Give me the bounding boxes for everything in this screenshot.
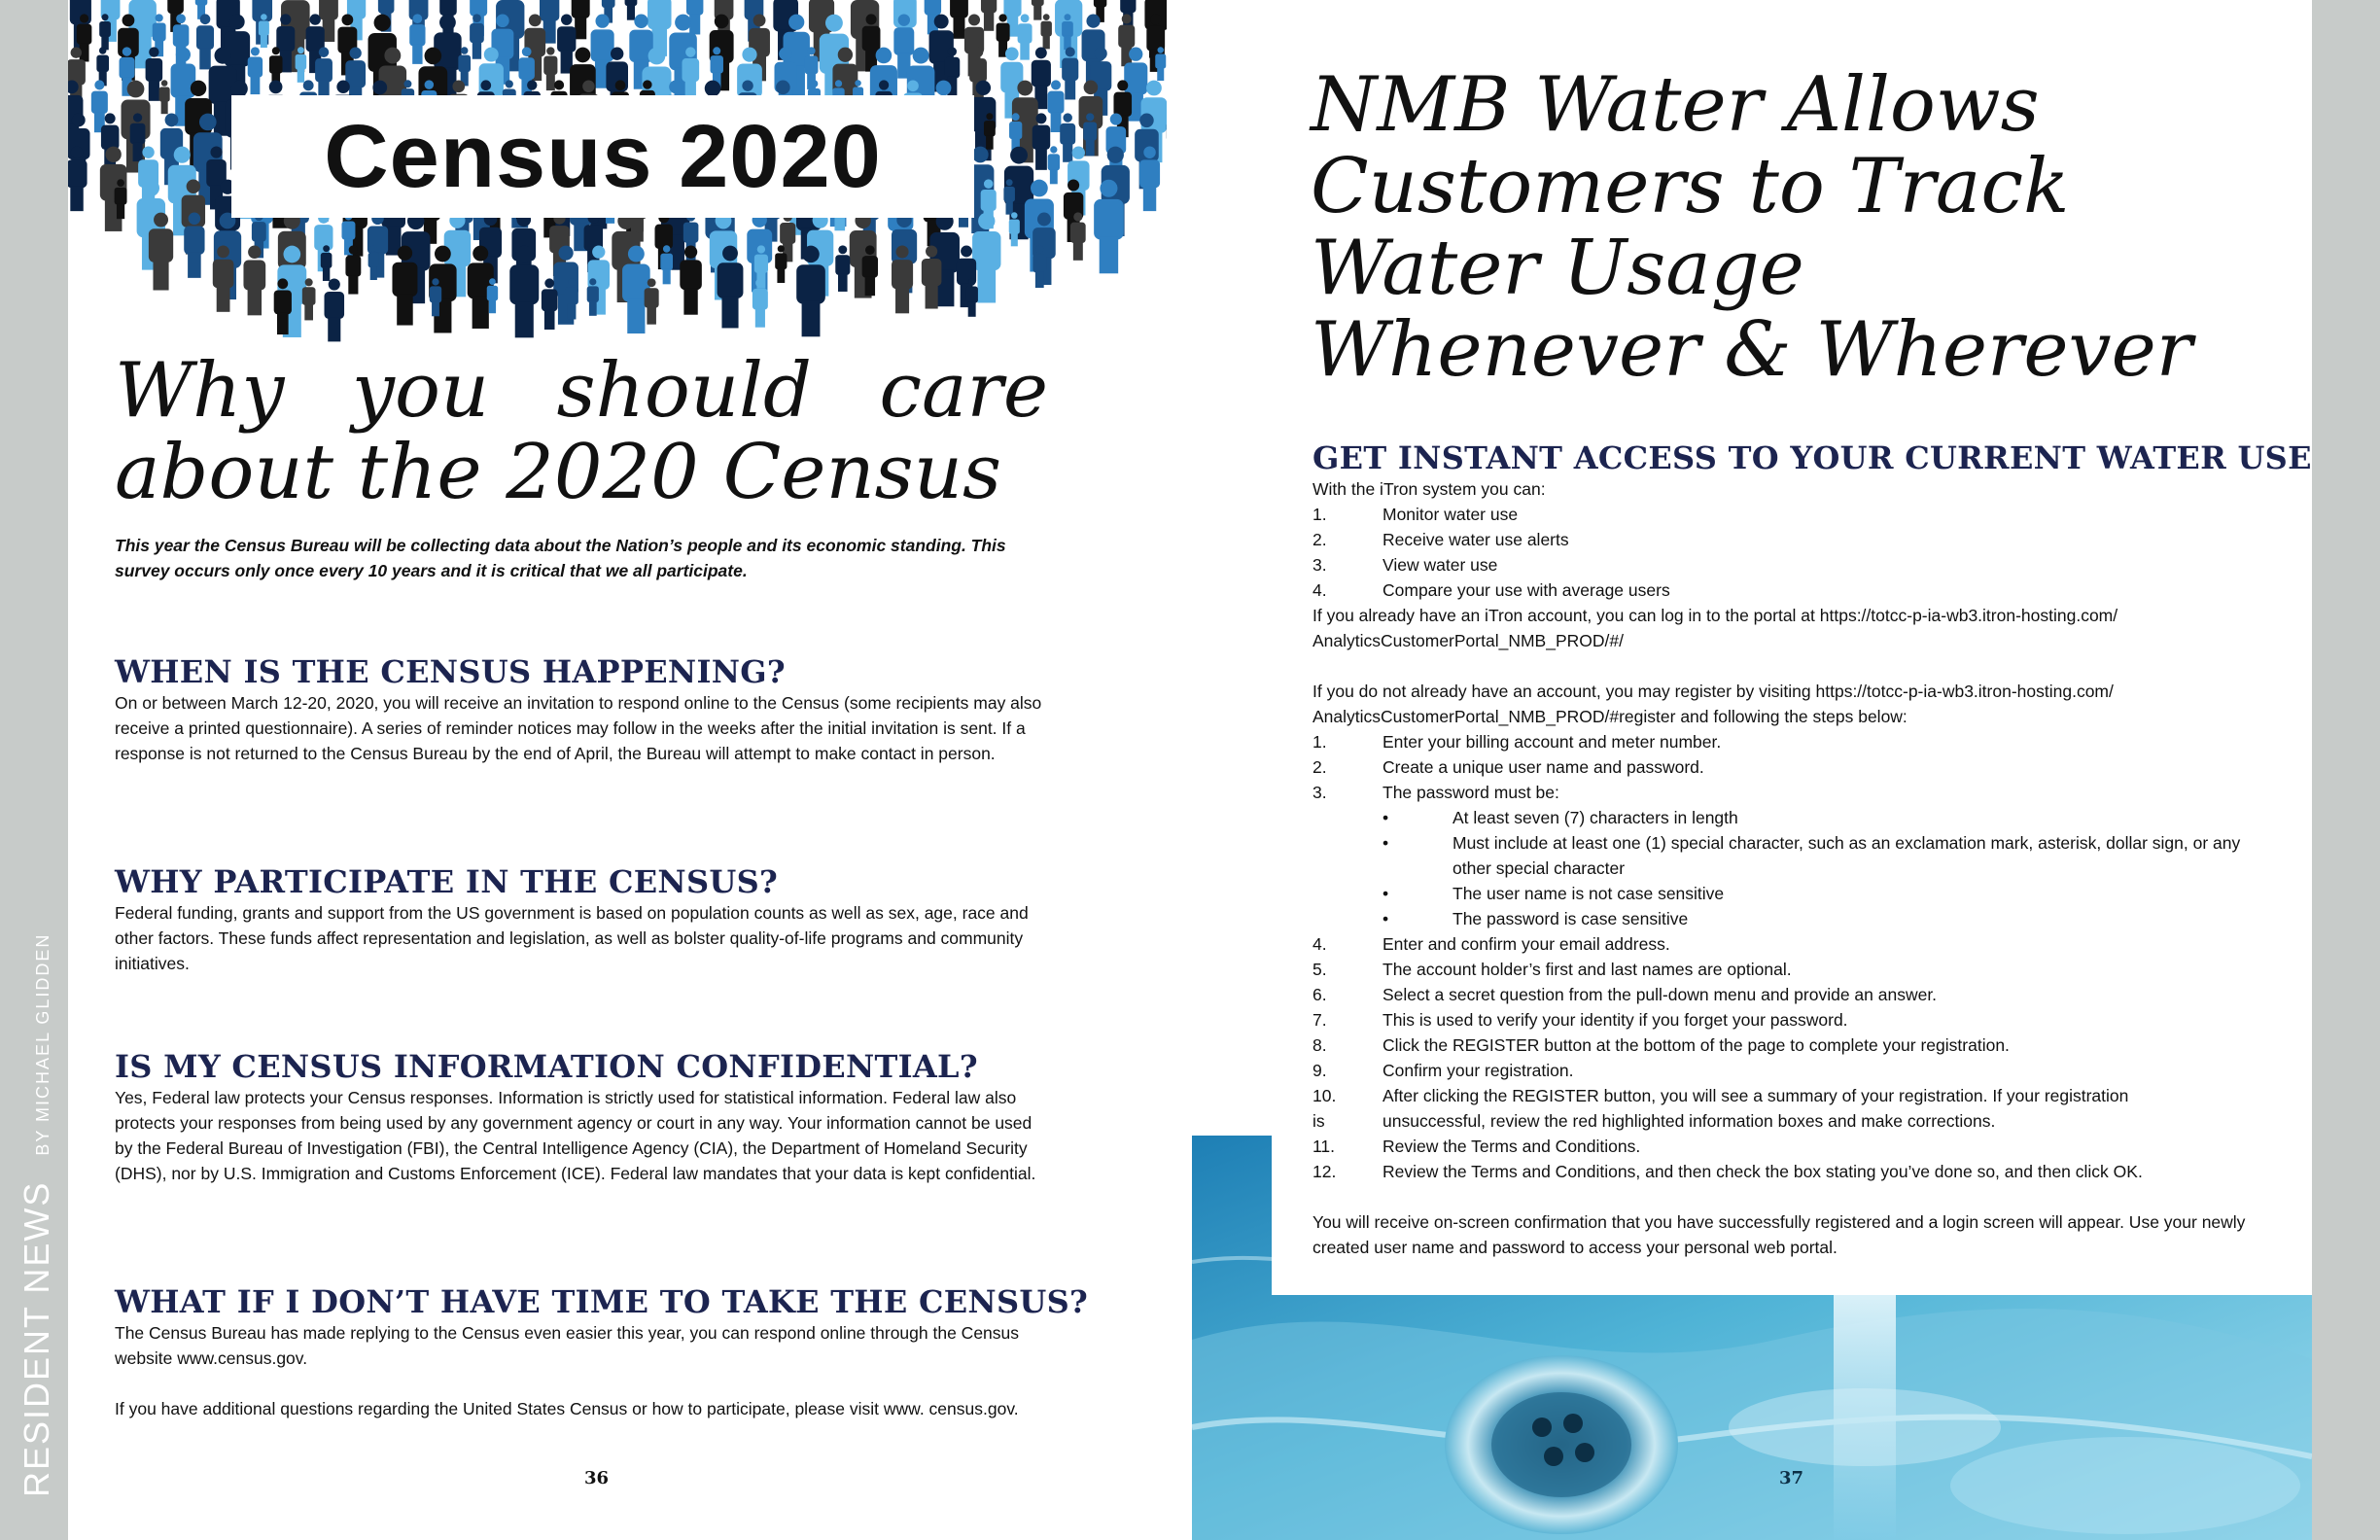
list-number: 11. xyxy=(1312,1137,1336,1156)
list-text: View water use xyxy=(1382,555,1498,575)
list-number: 7. xyxy=(1312,1010,1327,1030)
list-number: is xyxy=(1312,1111,1325,1131)
list-text: Must include at least one (1) special character, such as an exclamation mark, asterisk, dollar sign, or any other special character xyxy=(1452,833,2241,878)
person-icon xyxy=(1018,14,1032,59)
page-number-right: 37 xyxy=(1779,1468,1804,1488)
census-article-title: Why you should care about the 2020 Census xyxy=(115,347,1048,516)
bullet: • xyxy=(1382,808,1389,827)
list-item xyxy=(1312,527,2265,552)
list-item xyxy=(1312,982,2265,1007)
list-number: 4. xyxy=(1312,934,1327,954)
list-text: Select a secret question from the pull-down menu and provide an answer. xyxy=(1382,985,1938,1004)
list-item xyxy=(1312,1134,2265,1159)
list-item xyxy=(1382,881,2265,906)
section-heading: IS MY CENSUS INFORMATION CONFIDENTIAL? xyxy=(115,1048,978,1085)
list-text: The account holder’s first and last names are optional. xyxy=(1382,960,1792,979)
right-edge-strip xyxy=(2312,0,2380,1540)
list-item xyxy=(1312,754,2265,780)
water-lead: With the iTron system you can: xyxy=(1312,479,1546,499)
sidebar-label xyxy=(17,933,57,1497)
list-text: The user name is not case sensitive xyxy=(1452,884,1725,903)
person-icon xyxy=(96,47,109,86)
section-body: Federal funding, grants and support from the US government is based on population counts as well as sex, age, race and other factors. These funds affect representation and legislation, as well as bolster quality-of-life programs and community initiatives. xyxy=(115,903,1029,973)
list-text: The password is case sensitive xyxy=(1452,909,1689,928)
section-heading: WHEN IS THE CENSUS HAPPENING? xyxy=(115,653,786,690)
login-paragraph: If you already have an iTron account, you can log in to the portal at https://totcc-p-ia-wb3.itron-hosting.com/ AnalyticsCustomerPortal_NMB_PROD/#/ xyxy=(1312,606,2118,650)
person-icon xyxy=(625,0,638,20)
list-text: Monitor water use xyxy=(1382,505,1519,524)
section-body: The Census Bureau has made replying to the Census even easier this year, you can respond online through the Census website www.census.gov. xyxy=(115,1323,1020,1368)
bullet: • xyxy=(1382,884,1389,903)
section-why xyxy=(115,863,1048,976)
water-section-heading: GET INSTANT ACCESS TO YOUR CURRENT WATER USE xyxy=(1312,439,2312,476)
list-number: 2. xyxy=(1312,757,1327,777)
list-number: 5. xyxy=(1312,960,1327,979)
person-icon xyxy=(557,14,576,73)
list-text: Create a unique user name and password. xyxy=(1382,757,1704,777)
list-number: 12. xyxy=(1312,1162,1337,1181)
list-item xyxy=(1312,931,2265,957)
list-number: 1. xyxy=(1312,505,1327,524)
password-rules xyxy=(1312,805,2265,931)
list-text: Review the Terms and Conditions. xyxy=(1382,1137,1641,1156)
water-article-title: NMB Water Allows Customers to Track Water Usage Whenever & Wherever xyxy=(1311,61,2193,394)
list-item xyxy=(1312,957,2265,982)
feature-list xyxy=(1312,502,2265,603)
list-text: Confirm your registration. xyxy=(1382,1061,1574,1080)
list-item xyxy=(1312,1007,2265,1032)
bullet: • xyxy=(1382,833,1389,853)
section-confidential xyxy=(115,1048,1048,1186)
section-when xyxy=(115,653,1048,766)
list-number: 3. xyxy=(1312,783,1327,802)
list-text: unsuccessful, review the red highlighted information boxes and make corrections. xyxy=(1382,1111,1996,1131)
list-text: This is used to verify your identity if you forget your password. xyxy=(1382,1010,1848,1030)
person-icon xyxy=(159,80,170,114)
list-item xyxy=(1312,1058,2265,1083)
section-body: Yes, Federal law protects your Census responses. Information is strictly used for statistical information. Federal law also protects your responses from being used by any government agency or court in any way. Your information cannot be used by the Federal Bureau of Investigation (FBI), the Central Intelligence Agency (CIA), the Department of Homeland Security (DHS), nor by U.S. Immigration and Customs Enforcement (ICE). Federal law mandates that your data is kept confidential. xyxy=(115,1088,1036,1183)
person-icon xyxy=(325,278,345,341)
person-icon xyxy=(1048,146,1060,184)
list-text: At least seven (7) characters in length xyxy=(1452,808,1738,827)
section-no-time xyxy=(115,1283,1089,1421)
list-number: 9. xyxy=(1312,1061,1327,1080)
list-text: Compare your use with average users xyxy=(1382,580,1670,600)
list-item xyxy=(1312,552,2265,578)
list-number: 8. xyxy=(1312,1035,1327,1055)
list-text: The password must be: xyxy=(1382,783,1559,802)
list-number: 2. xyxy=(1312,530,1327,549)
list-number: 4. xyxy=(1312,580,1327,600)
byline: BY MICHAEL GLIDDEN xyxy=(33,932,52,1156)
list-item xyxy=(1312,1108,2265,1134)
section-heading: WHAT IF I DON’T HAVE TIME TO TAKE THE CENSUS? xyxy=(115,1283,1089,1320)
person-icon xyxy=(1040,14,1051,49)
list-item xyxy=(1312,502,2265,527)
person-icon xyxy=(1032,0,1044,20)
list-item xyxy=(1312,780,2265,805)
list-item xyxy=(1382,830,2265,881)
person-icon xyxy=(196,14,214,69)
list-item xyxy=(1382,805,2265,830)
census-intro: This year the Census Bureau will be collecting data about the Nation’s people and its economic standing. This survey occurs only once every 10 years and it is critical that we all participate. xyxy=(115,536,1006,580)
section-body: On or between March 12-20, 2020, you will receive an invitation to respond online to the Census (some recipients may also receive a printed questionnaire). A series of reminder notices may follow in the weeks after the initial invitation is sent. If a response is not returned to the Census Bureau by the end of April, the Bureau will attempt to make contact in person. xyxy=(115,693,1042,763)
list-text: Click the REGISTER button at the bottom of the page to complete your registration. xyxy=(1382,1035,2010,1055)
person-icon xyxy=(981,0,997,31)
bullet: • xyxy=(1382,909,1389,928)
list-item xyxy=(1312,1083,2265,1108)
register-steps xyxy=(1312,729,2265,805)
list-text: Receive water use alerts xyxy=(1382,530,1569,549)
page-number-left: 36 xyxy=(584,1468,610,1488)
list-text: Review the Terms and Conditions, and then check the box stating you’ve done so, and then click OK. xyxy=(1382,1162,2143,1181)
census-crowd-image xyxy=(68,0,1167,346)
water-article-body xyxy=(1312,439,2312,1260)
list-number: 3. xyxy=(1312,555,1327,575)
section-name: RESIDENT NEWS xyxy=(17,1180,56,1497)
register-steps-continued xyxy=(1312,931,2265,1184)
list-number: 1. xyxy=(1312,732,1327,752)
list-item xyxy=(1312,729,2265,754)
closing-paragraph: You will receive on-screen confirmation that you have successfully registered and a login screen will appear. Use your newly created user name and password to access your personal web portal. xyxy=(1312,1212,2246,1257)
list-number: 6. xyxy=(1312,985,1327,1004)
list-text: Enter and confirm your email address. xyxy=(1382,934,1670,954)
list-item xyxy=(1312,578,2265,603)
register-paragraph: If you do not already have an account, you may register by visiting https://totcc-p-ia-wb3.itron-hosting.com/ AnalyticsCustomerPortal_NMB_PROD/#register and following the steps below: xyxy=(1312,682,2114,726)
list-text: Enter your billing account and meter number. xyxy=(1382,732,1722,752)
person-icon xyxy=(835,245,850,292)
list-item xyxy=(1382,906,2265,931)
census-logo-label: Census 2020 xyxy=(231,95,974,218)
section-body: If you have additional questions regarding the United States Census or how to participate, please visit www. census.gov. xyxy=(115,1399,1019,1418)
person-icon xyxy=(91,80,108,132)
list-text: After clicking the REGISTER button, you will see a summary of your registration. If your registration xyxy=(1382,1086,2129,1105)
list-number: 10. xyxy=(1312,1086,1337,1105)
list-item xyxy=(1312,1032,2265,1058)
list-item xyxy=(1312,1159,2265,1184)
section-heading: WHY PARTICIPATE IN THE CENSUS? xyxy=(115,863,779,900)
